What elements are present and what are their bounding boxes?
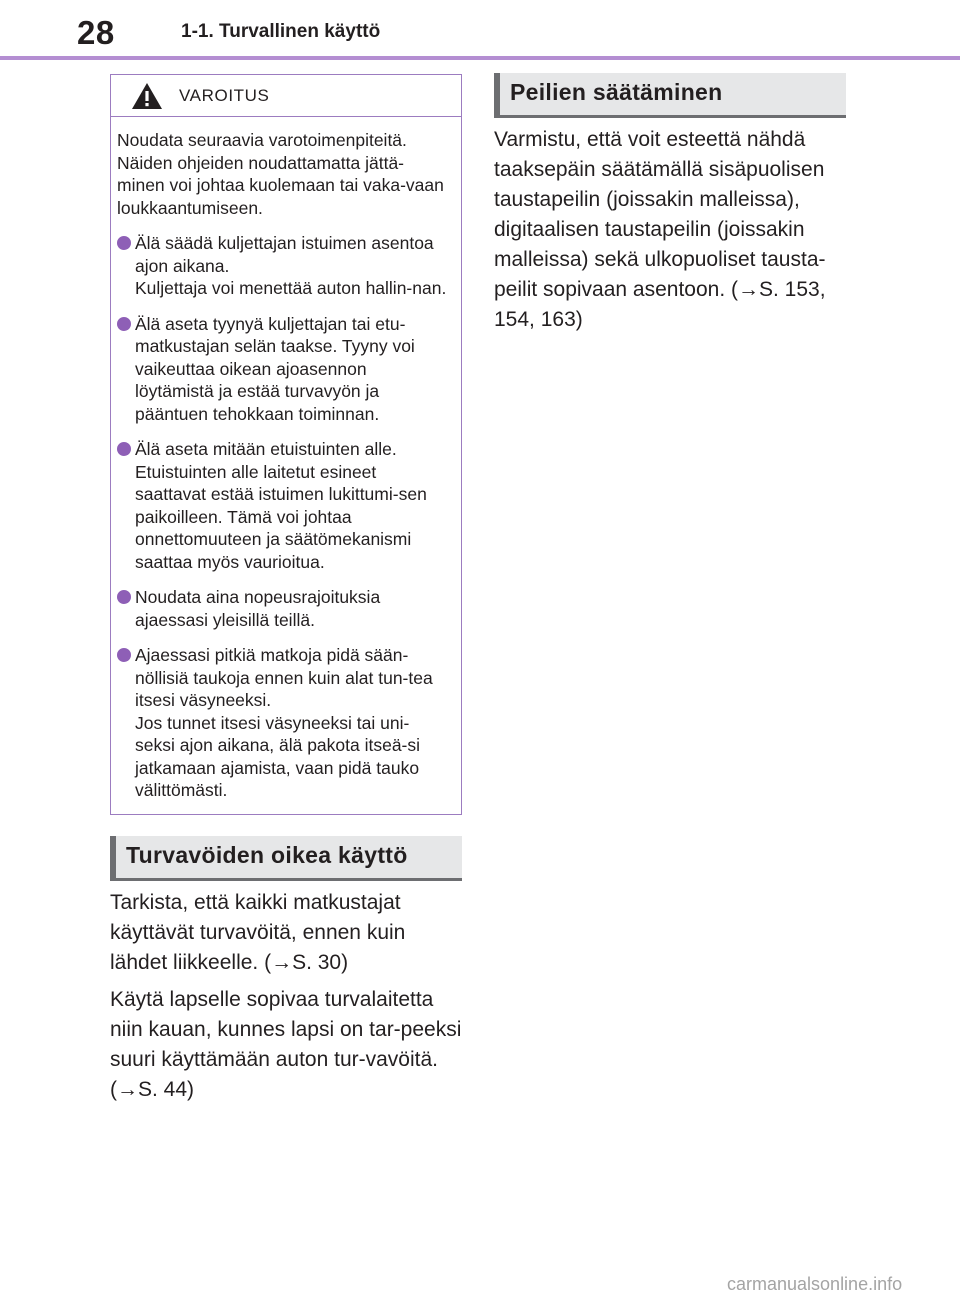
warning-intro: Noudata seuraavia varotoimenpiteitä. Näiden ohjeiden noudattamatta jättä-minen voi johtaa kuolemaan tai vaka-vaan loukkaantumiseen. [117,130,444,218]
warning-box [110,74,462,815]
section-title: 1-1. Turvallinen käyttö [181,21,381,42]
seatbelt-heading [110,836,462,881]
warning-triangle-icon [131,82,163,110]
warning-item-text: Älä säädä kuljettajan istuimen asentoa ajon aikana. Kuljettaja voi menettää auton hallin-nan. [135,233,447,298]
page-header [0,0,960,62]
mirrors-heading-text: Peilien säätäminen [510,79,723,105]
page-number: 28 [77,14,115,51]
warning-item [117,644,449,802]
watermark: carmanualsonline.info [727,1274,903,1294]
mirrors-paragraph: Varmistu, että voit esteettä nähdä taaksepäin säätämällä sisäpuolisen taustapeilin (joissakin malleissa), digitaalisen taustapeilin (joissakin malleissa) sekä ulkopuoliset tausta-peilit sopivaan asentoon. (→S. 153, 154, 163) [494,128,826,331]
warning-item-text: Älä aseta tyynyä kuljettajan tai etu-matkustajan selän taakse. Tyyny voi vaikeuttaa oikean ajoasennon löytämistä ja estää turvavyön ja pääntuen tehokkaan toiminnan. [135,313,415,424]
seatbelt-heading-text: Turvavöiden oikea käyttö [126,842,408,868]
warning-item-text: Ajaessasi pitkiä matkoja pidä sään-nöllisiä taukoja ennen kuin alat tun-tea itsesi väsyneeksi. Jos tunnet itsesi väsyneeksi tai uni-seksi ajon aikana, älä pakota itseä-si jatkamaan ajamista, vaan pidä tauko välittömästi. [135,645,433,800]
seatbelt-paragraph-2: Käytä lapselle sopivaa turvalaitetta niin kauan, kunnes lapsi on tar-peeksi suuri käyttämään auton tur-vavöitä. (→S. 44) [110,988,462,1101]
bullet-icon [117,442,131,456]
bullet-icon [117,648,131,662]
bullet-icon [117,590,131,604]
warning-item [117,232,449,300]
warning-item-text: Noudata aina nopeusrajoituksia ajaessasi yleisillä teillä. [135,587,381,630]
bullet-icon [117,236,131,250]
warning-header [111,75,461,117]
warning-item [117,586,449,631]
warning-item [117,438,449,573]
header-divider [0,56,960,60]
bullet-icon [117,317,131,331]
mirrors-heading [494,73,846,118]
warning-title: VAROITUS [179,86,270,105]
warning-body [111,117,461,802]
warning-item-text: Älä aseta mitään etuistuinten alle. Etuistuinten alle laitetut esineet saattavat estää istuimen lukittumi-sen paikoilleen. Tämä voi johtaa onnettomuuteen ja säätömekanismi saattaa myös vaurioitua. [135,439,427,572]
warning-item [117,313,449,426]
seatbelt-paragraph-1: Tarkista, että kaikki matkustajat käyttävät turvavöitä, ennen kuin lähdet liikkeelle. (→S. 30) [110,891,406,974]
